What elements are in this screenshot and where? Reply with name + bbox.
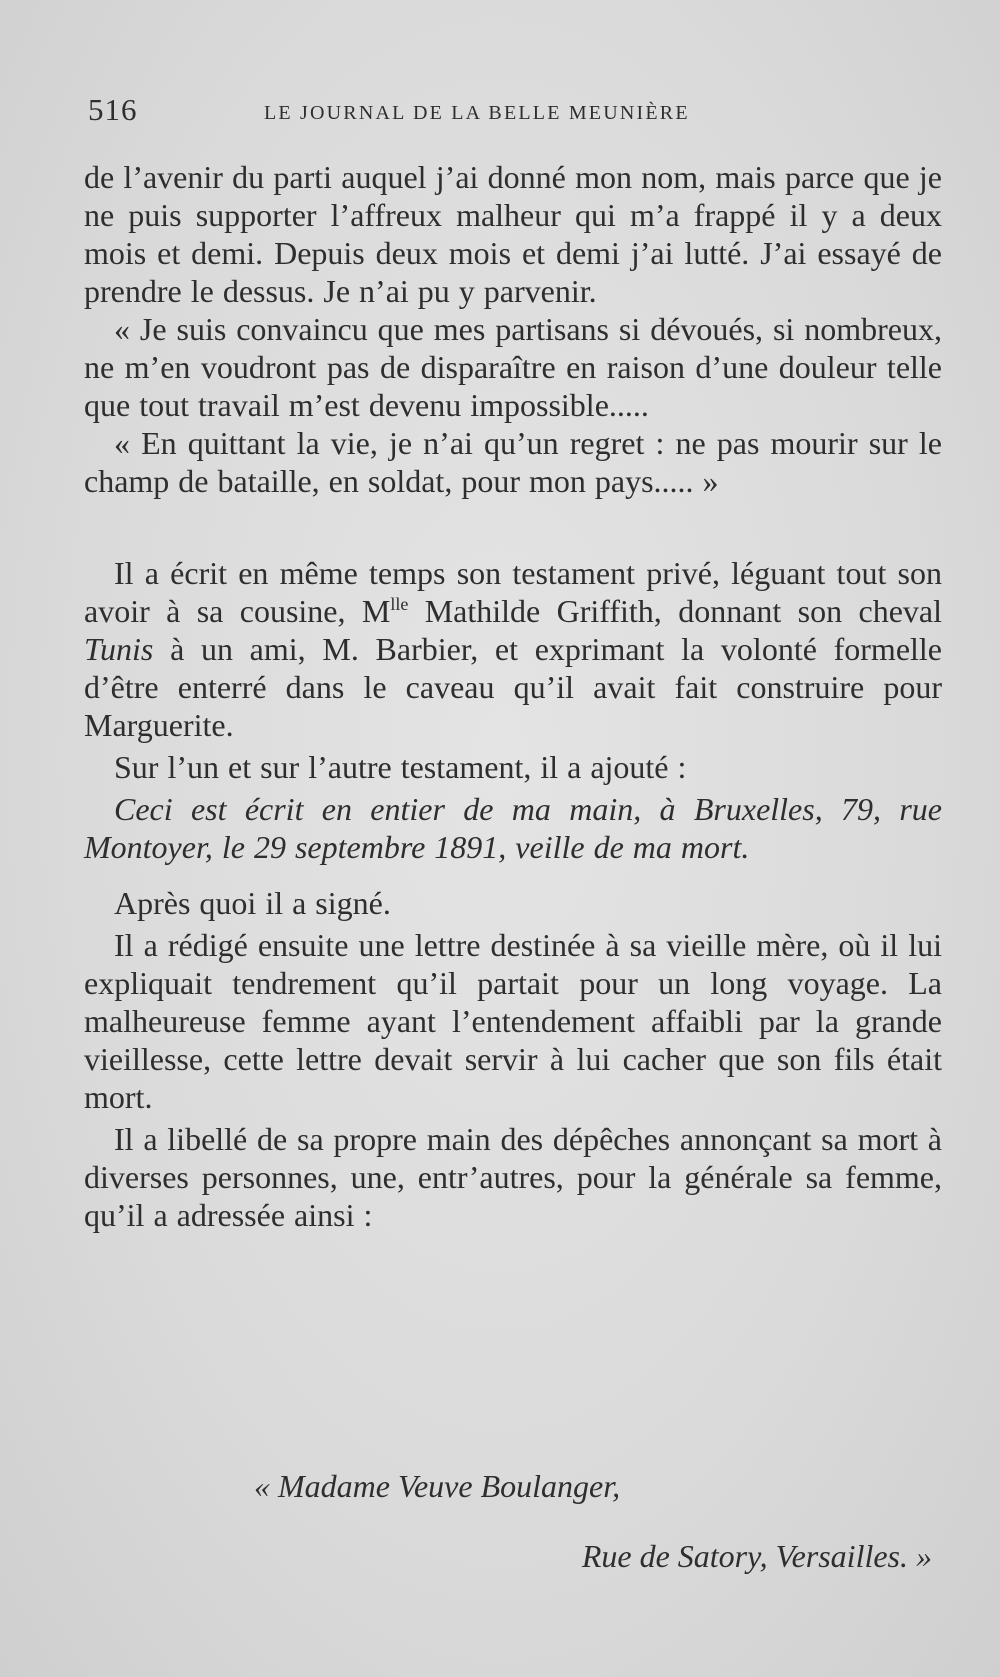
quote-paragraph-1: de l’avenir du parti auquel j’ai donné mon nom, mais parce que je ne puis supporter l’affreux malheur qui m’a frappé il y a deux mois et demi. Depuis deux mois et demi j’ai lutté. J’ai essayé de prendre le dessus. Je n’ai pu y parvenir. bbox=[84, 159, 942, 309]
body-text bbox=[84, 158, 942, 1234]
signed-paragraph: Après quoi il a signé. bbox=[114, 885, 391, 921]
dispatches-paragraph: Il a libellé de sa propre main des dépêches annonçant sa mort à diverses personnes, une, entr’autres, pour la générale sa femme, qu’il a adressée ainsi : bbox=[84, 1121, 942, 1233]
address-line-1: « Madame Veuve Boulanger, bbox=[254, 1468, 621, 1504]
quote-paragraph-3: « En quittant la vie, je n’ai qu’un regret : ne pas mourir sur le champ de bataille, en soldat, pour mon pays..... » bbox=[84, 425, 942, 499]
testament-paragraph: Il a écrit en même temps son testament privé, léguant tout son avoir à sa cousine, $M^{lle}$ Mathilde Griffith, donnant son cheval Tunis à un ami, M. Barbier, et exprimant la volonté formelle d’être enterré dans le caveau qu’il avait fait construire pour Marguerite. bbox=[84, 555, 943, 743]
page-header bbox=[88, 92, 936, 132]
mother-letter-paragraph: Il a rédigé ensuite une lettre destinée à sa vieille mère, où il lui expliquait tendrement qu’il partait pour un long voyage. La malheureuse femme ayant l’entendement affaibli par la grande vieillesse, cette lettre devait servir à lui cacher que son fils était mort. bbox=[84, 927, 942, 1115]
addendum-text: Ceci est écrit en entier de ma main, à Bruxelles, 79, rue Montoyer, le 29 septembre 1891, veille de ma mort. bbox=[84, 791, 942, 865]
horse-name: Tunis bbox=[84, 631, 154, 667]
address-line-2: Rue de Satory, Versailles. » bbox=[581, 1538, 932, 1574]
running-title: LE JOURNAL DE LA BELLE MEUNIÈRE bbox=[264, 102, 690, 124]
letter-quote bbox=[84, 158, 942, 500]
page-number: 516 bbox=[88, 92, 138, 127]
quote-paragraph-2: « Je suis convaincu que mes partisans si dévoués, si nombreux, ne m’en voudront pas de disparaître en raison d’une douleur telle que tout travail m’est devenu impossible..... bbox=[84, 311, 942, 423]
addendum-intro: Sur l’un et sur l’autre testament, il a ajouté : bbox=[114, 749, 687, 785]
